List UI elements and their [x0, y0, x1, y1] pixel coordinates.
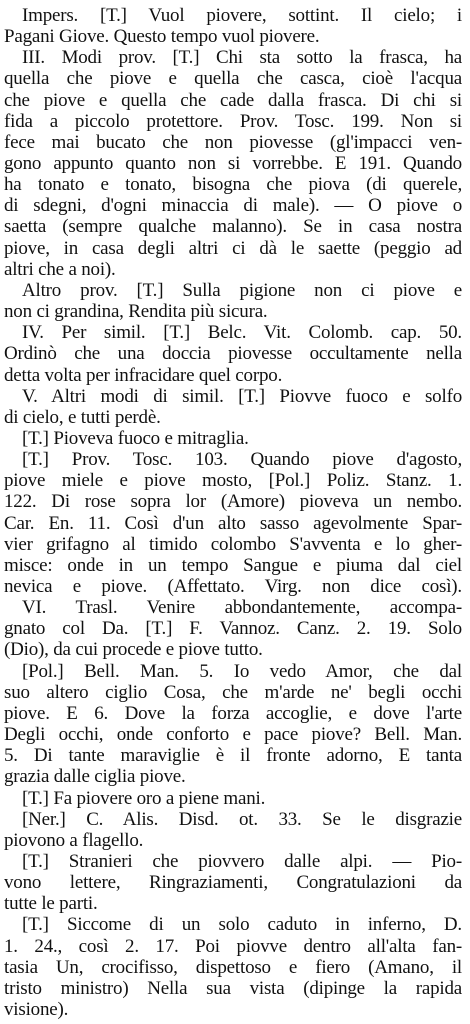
- text-line: VI. Trasl. Venire abbondantemente, accompa-: [22, 597, 462, 618]
- text-line: misce: onde in un tempo Sangue e piuma dal ciel: [4, 555, 462, 576]
- text-line: [T.] Siccome di un solo caduto in inferno, D.: [22, 914, 462, 935]
- text-line: detta volta per infracidare quel corpo.: [4, 365, 283, 386]
- text-line: Degli occhi, onde conforto e pace piove? Bell. Man.: [4, 724, 462, 745]
- text-line: piovono a flagello.: [4, 830, 144, 851]
- text-line: suo altero ciglio Cosa, che m'arde ne' begli occhi: [4, 682, 462, 703]
- text-line: vono lettere, Ringraziamenti, Congratulazioni da: [4, 872, 462, 893]
- text-line: fece mai bucato che non piovesse (gl'impacci ven-: [4, 132, 462, 153]
- text-line: V. Altri modi di simil. [T.] Piovve fuoco e solfo: [22, 386, 462, 407]
- text-line: (Dio), da cui procede e piove tutto.: [4, 639, 263, 660]
- text-line: piove, in casa degli altri ci dà le saette (peggio ad: [4, 238, 462, 259]
- text-line: fida a piccolo protettore. Prov. Tosc. 199. Non si: [4, 111, 462, 132]
- text-line: [Ner.] C. Alis. Disd. ot. 33. Se le disgrazie: [22, 809, 462, 830]
- text-line: vier grifagno al timido colombo S'avventa e lo gher-: [4, 534, 462, 555]
- text-line: tutte le parti.: [4, 893, 98, 914]
- text-line: tasia Un, crocifisso, dispettoso e fiero (Amano, il: [4, 957, 462, 978]
- text-line: III. Modi prov. [T.] Chi sta sotto la frasca, ha: [22, 47, 462, 68]
- text-line: visione).: [4, 999, 69, 1020]
- text-line: gono appunto quanto non si vorrebbe. E 191. Quando: [4, 153, 462, 174]
- text-line: Car. En. 11. Così d'un alto sasso agevolmente Spar-: [4, 513, 462, 534]
- text-line: 122. Di rose sopra lor (Amore) pioveva un nembo.: [4, 491, 462, 512]
- text-line: grazia dalle ciglia piove.: [4, 766, 186, 787]
- text-line: IV. Per simil. [T.] Belc. Vit. Colomb. cap. 50.: [22, 322, 462, 343]
- text-line: 1. 24., così 2. 17. Poi piovve dentro all'alta fan-: [4, 936, 462, 957]
- text-line: ha tonato e tonato, bisogna che piova (di querele,: [4, 174, 462, 195]
- text-line: [T.] Prov. Tosc. 103. Quando piove d'agosto,: [22, 449, 462, 470]
- text-line: che piove e quella che cade dalla frasca. Di chi si: [4, 90, 462, 111]
- text-line: piove miele e piove mosto, [Pol.] Poliz. Stanz. 1.: [4, 470, 462, 491]
- text-line: saetta (sempre qualche malanno). Se in casa nostra: [4, 216, 462, 237]
- text-line: Altro prov. [T.] Sulla pigione non ci piove e: [22, 280, 462, 301]
- text-line: Ordinò che una doccia piovesse occultamente nella: [4, 343, 462, 364]
- text-line: [T.] Pioveva fuoco e mitraglia.: [22, 428, 249, 449]
- text-line: di cielo, e tutti perdè.: [4, 407, 161, 428]
- text-line: di sdegni, d'ogni minaccia di male). — O piove o: [4, 195, 462, 216]
- text-line: [T.] Fa piovere oro a piene mani.: [22, 788, 266, 809]
- text-line: piove. E 6. Dove la forza accoglie, e dove l'arte: [4, 703, 462, 724]
- text-line: non ci grandina, Rendita più sicura.: [4, 301, 268, 322]
- text-line: gnato col Da. [T.] F. Vannoz. Canz. 2. 19. Solo: [4, 618, 462, 639]
- text-line: altri che a noi).: [4, 259, 116, 280]
- text-line: Impers. [T.] Vuol piovere, sottint. Il cielo; i: [22, 5, 462, 26]
- text-line: [T.] Stranieri che piovvero dalle alpi. — Pio-: [22, 851, 462, 872]
- text-line: nevica e piove. (Affettato. Virg. non dice così).: [4, 576, 462, 597]
- text-line: [Pol.] Bell. Man. 5. Io vedo Amor, che dal: [22, 661, 462, 682]
- text-line: tristo ministro) Nella sua vista (dipinge la rapida: [4, 978, 462, 999]
- text-line: quella che piove e quella che casca, cioè l'acqua: [4, 68, 462, 89]
- text-line: Pagani Giove. Questo tempo vuol piovere.: [4, 26, 320, 47]
- text-line: 5. Di tante maraviglie è il fronte adorno, E tanta: [4, 745, 462, 766]
